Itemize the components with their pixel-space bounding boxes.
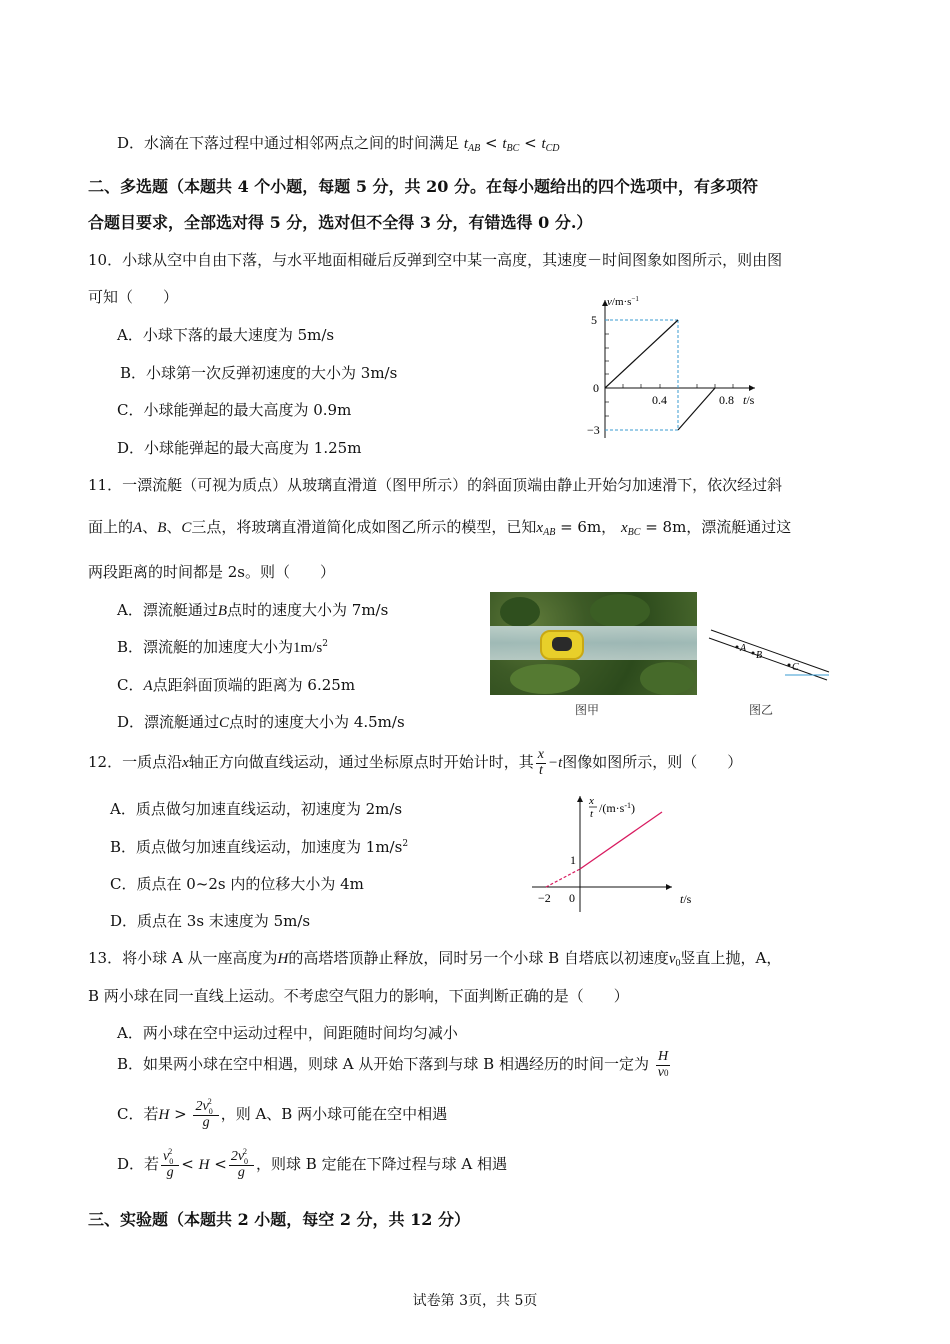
q10-option-c: C．小球能弹起的最大高度为 0.9m xyxy=(117,401,352,419)
q10-stem-line2: 可知（ ） xyxy=(88,288,179,306)
q13-option-b xyxy=(117,1050,672,1080)
q13-c-post: ，则 A、B 两小球可能在空中相遇 xyxy=(220,1105,448,1124)
section2-heading-line1: 二、多选题（本题共 4 个小题，每题 5 分，共 20 分。在每小题给出的四个选项中，有多项符 xyxy=(88,177,758,196)
h-over-v0-fraction: $\frac{H}{v0}$ xyxy=(657,1049,669,1080)
section3-heading: 三、实验题（本题共 2 小题，每空 2 分，共 12 分） xyxy=(88,1210,470,1229)
q11-option-d xyxy=(117,711,405,732)
label-c: C xyxy=(792,662,799,673)
q9-option-d xyxy=(117,132,560,154)
q11-stem-line1: 11．一漂流艇（可视为质点）从玻璃直滑道（图甲所示）的斜面顶端由静止开始匀加速滑下，依次经过斜 xyxy=(88,476,783,494)
point-c: C xyxy=(219,715,230,731)
q13-stem-line2: B 两小球在同一直线上运动。不考虑空气阻力的影响，下面判断正确的是（ ） xyxy=(88,987,629,1005)
ylabel-unit: $/(m\cdot s^{-1})$ xyxy=(599,801,636,815)
q13-option-a: A．两小球在空中运动过程中，间距随时间均匀减小 xyxy=(117,1024,458,1042)
tick-label-0-4: 0.4 xyxy=(652,393,667,407)
label-b: B xyxy=(756,650,763,661)
point-a: A xyxy=(143,678,153,694)
point-b: B xyxy=(157,520,167,536)
q13-c-pre: C．若 xyxy=(117,1105,159,1124)
sep: 、 xyxy=(166,518,182,536)
q11-c-post: 点距斜面顶端的距离为 6.25m xyxy=(152,676,356,694)
x-symbol: x xyxy=(182,755,189,772)
lt-sign: < xyxy=(524,134,537,152)
v-symbol: v xyxy=(668,951,676,967)
h-symbol: H xyxy=(277,951,289,967)
q10-option-d: D．小球能弹起的最大高度为 1.25m xyxy=(117,439,362,457)
h-symbol: H xyxy=(158,1107,170,1124)
eq-6m: = 6m， xyxy=(555,518,617,536)
tick-label-0-8: 0.8 xyxy=(719,393,734,407)
q11-b-value: 1m/s xyxy=(293,640,323,656)
t-symbol: t xyxy=(502,136,507,152)
sep: 、 xyxy=(142,518,158,536)
rebound-segment xyxy=(678,388,715,430)
q13-mid: 的高塔塔顶静止释放，同时另一个小球 B 自塔底以初速度 xyxy=(288,949,669,967)
tick-label-minus2: −2 xyxy=(538,891,551,905)
extension-dashed-line xyxy=(546,869,580,887)
q12-b-exp: 2 xyxy=(402,839,409,849)
minus-t: −t xyxy=(548,755,563,772)
y-ticks xyxy=(605,320,609,416)
q11-line2-pre: 面上的 xyxy=(88,518,134,536)
q10-option-a: A．小球下落的最大速度为 5m/s xyxy=(117,326,335,344)
tick-label-5: 5 xyxy=(591,313,597,327)
q13-option-d xyxy=(117,1147,507,1180)
q12-option-c: C．质点在 0~2s 内的位移大小为 4m xyxy=(110,875,364,893)
xt-line xyxy=(580,812,662,869)
q11-d-post: 点时的速度大小为 4.5m/s xyxy=(229,713,405,731)
lt-sign: < xyxy=(214,1155,227,1174)
eq-8m: = 8m，漂流艇通过这 xyxy=(640,518,792,536)
point-c: C xyxy=(181,520,192,536)
q13-pre: 13．将小球 A 从一座高度为 xyxy=(88,949,278,967)
tick-label-1: 1 xyxy=(570,853,576,867)
gt-sign: > xyxy=(174,1105,187,1124)
q11-c-pre: C． xyxy=(117,676,144,694)
q12-xt-t-graph xyxy=(532,790,732,915)
q12-stem xyxy=(88,748,742,778)
t-symbol: t xyxy=(541,136,546,152)
q13-b-text: B．如果两小球在空中相遇，则球 A 从开始下落到与球 B 相遇经历的时间一定为 xyxy=(117,1055,649,1074)
t-symbol: t xyxy=(463,136,468,152)
q12-post: 图像如图所示，则（ ） xyxy=(562,753,743,772)
q13-d-post: ，则球 B 定能在下降过程与球 A 相遇 xyxy=(256,1155,507,1174)
q10-vt-graph xyxy=(585,292,785,442)
h-symbol: H xyxy=(198,1157,210,1174)
lt-sign: < xyxy=(484,134,498,152)
tick-label-minus3: −3 xyxy=(587,423,600,437)
q11-option-a xyxy=(117,599,388,620)
glass-slide-photo xyxy=(490,592,697,695)
q13-d-pre: D．若 xyxy=(117,1155,160,1174)
x-symbol: x xyxy=(536,520,544,536)
sub-cd: CD xyxy=(545,143,560,154)
page-footer: 试卷第 3页，共 5页 xyxy=(412,1293,538,1309)
graph-ylabel: x xyxy=(589,795,594,807)
q11-stem-line2 xyxy=(88,516,791,538)
label-a: A xyxy=(740,643,747,654)
q11-stem-line3: 两段距离的时间都是 2s。则（ ） xyxy=(88,563,336,581)
q10-stem-line1: 10．小球从空中自由下落，与水平地面相碰后反弹到空中某一高度，其速度－时间图象如图所示，则由图 xyxy=(88,251,783,269)
figure-jia-caption: 图甲 xyxy=(575,703,600,717)
x-over-t-fraction: $\frac{x}{t}$ xyxy=(537,747,544,778)
q13-option-c xyxy=(117,1097,448,1130)
q10-option-b: B．小球第一次反弹初速度的大小为 3m/s xyxy=(120,364,398,382)
figure-yi-caption: 图乙 xyxy=(749,703,774,717)
2v0sq-over-g-fraction: $\frac{2v_0^2}{g}$ xyxy=(229,1150,254,1180)
graph-ylabel: $v/m\cdot s^{-1}$ xyxy=(607,295,639,308)
section2-heading-line2: 合题目要求，全部选对得 5 分，选对但不全得 3 分，有错选得 0 分.） xyxy=(88,213,593,232)
incline-bottom-edge xyxy=(709,638,827,680)
q11-option-b xyxy=(117,636,328,657)
q11-d-pre: D．漂流艇通过 xyxy=(117,713,220,731)
graph-xlabel: t/s xyxy=(743,393,755,407)
q13-post: 竖直上抛，A， xyxy=(680,949,782,967)
tick-label-0: 0 xyxy=(569,891,575,905)
graph-xlabel: t/s xyxy=(680,892,692,906)
q11-option-c xyxy=(117,674,355,695)
fall-segment xyxy=(605,320,678,388)
q9-option-d-text: D．水滴在下落过程中通过相邻两点之间的时间满足 xyxy=(117,134,460,152)
sub-bc: BC xyxy=(506,143,520,154)
incline-top-edge xyxy=(711,630,829,672)
q13-stem-line1 xyxy=(88,947,781,969)
sub-bc: BC xyxy=(627,527,641,538)
sub-ab: AB xyxy=(543,527,556,538)
sub-ab: AB xyxy=(467,143,481,154)
q12-option-a: A．质点做匀加速直线运动，初速度为 2m/s xyxy=(110,800,403,818)
point-a: A xyxy=(133,520,143,536)
tick-label-0: 0 xyxy=(593,381,599,395)
q11-b-exp: 2 xyxy=(322,639,328,649)
v0sq-over-g-fraction: $\frac{v_0^2}{g}$ xyxy=(161,1150,179,1180)
ylabel-den: t xyxy=(590,808,594,820)
q12-mid: 轴正方向做直线运动，通过坐标原点时开始计时，其 xyxy=(188,753,534,772)
incline-model-diagram xyxy=(705,628,835,690)
q12-b-text: B．质点做匀加速直线运动，加速度为 1m/s xyxy=(110,838,403,856)
glass-slide xyxy=(490,626,697,660)
lt-sign: < xyxy=(181,1155,194,1174)
q11-a-post: 点时的速度大小为 7m/s xyxy=(227,601,389,619)
2v0sq-over-g-fraction: $\frac{2v_0^2}{g}$ xyxy=(193,1100,218,1130)
q11-b-pre: B．漂流艇的加速度大小为 xyxy=(117,638,294,656)
q12-option-d: D．质点在 3s 末速度为 5m/s xyxy=(110,912,311,930)
point-b: B xyxy=(217,603,228,619)
q11-line2-mid: 三点，将玻璃直滑道简化成如图乙所示的模型，已知 xyxy=(191,518,537,536)
q12-pre: 12．一质点沿 xyxy=(88,753,183,772)
x-symbol: x xyxy=(620,520,628,536)
raft-icon xyxy=(540,630,584,660)
q11-a-pre: A．漂流艇通过 xyxy=(117,601,218,619)
sub-zero: 0 xyxy=(675,958,681,969)
q12-option-b xyxy=(110,836,408,857)
